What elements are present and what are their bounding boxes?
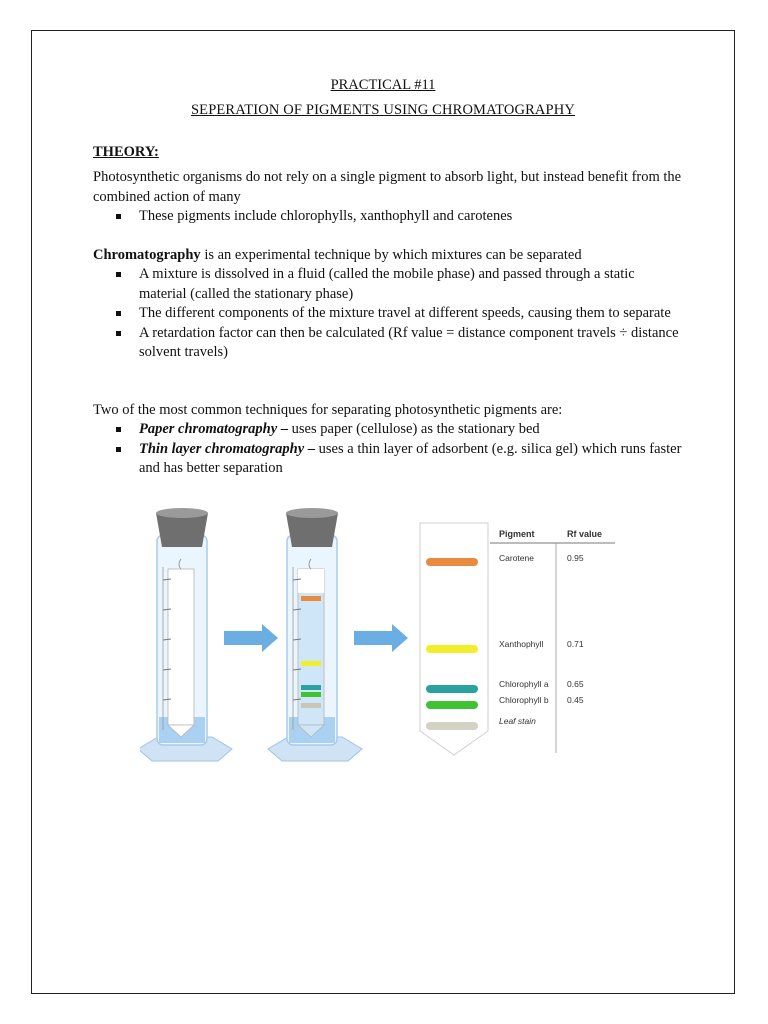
list-item: A retardation factor can then be calculated (Rf value = distance component travels ÷ distance solvent travels) [93,324,683,363]
list-item: The different components of the mixture travel at different speeds, causing them to separate [93,304,683,324]
bullet-icon [116,214,121,219]
rf-value: 0.71 [567,639,584,649]
strip-band [426,685,478,693]
cylinder-band [301,661,321,666]
bullet-icon [116,331,121,336]
rf-value: 0.45 [567,695,584,705]
rf-column-header: Rf value [567,529,603,539]
strip-band [426,558,478,566]
chromatography-term: Chromatography [93,247,201,263]
chromatography-figure [140,505,630,767]
arrow-right-icon [354,624,408,652]
list-item: These pigments include chlorophylls, xanthophyll and carotenes [93,207,683,227]
technique-term: Paper chromatography [139,421,278,437]
rf-value: 0.65 [567,679,584,689]
chromatography-strip [420,523,488,755]
pigment-name: Xanthophyll [499,639,544,649]
cylinder-after [268,508,362,761]
rf-value: 0.95 [567,553,584,563]
cylinder-before [140,508,232,761]
technique-term: Thin layer chromatography [139,440,305,457]
list-item: A mixture is dissolved in a fluid (called the mobile phase) and passed through a static material (called the stationary phase) [93,265,683,304]
cylinder-band [301,596,321,601]
rf-table [490,529,615,753]
intro-bullet-list [93,207,683,227]
bullet-icon [116,427,121,432]
techniques-bullet-list [93,420,683,479]
techniques-intro: Two of the most common techniques for separating photosynthetic pigments are: [93,402,563,418]
chromatography-illustration [140,505,630,767]
list-item: Thin layer chromatography – uses a thin layer of adsorbent (e.g. silica gel) which runs faster and has better separation [93,440,683,479]
cylinder-band [301,692,321,697]
theory-intro: Photosynthetic organisms do not rely on a single pigment to absorb light, but instead benefit from the combined action of many [93,169,682,205]
bullet-icon [116,447,121,452]
cylinder-band [301,685,321,690]
strip-band [426,701,478,709]
strip-band [426,645,478,653]
theory-heading: THEORY: [93,144,159,160]
pigment-name: Chlorophyll a [499,679,549,689]
practical-number: PRACTICAL #11 [330,77,436,93]
bullet-icon [116,272,121,277]
chromatography-definition: Chromatography is an experimental technique by which mixtures can be separated [93,247,582,263]
page-title: SEPERATION OF PIGMENTS USING CHROMATOGRAPHY [190,102,576,118]
pigment-name: Chlorophyll b [499,695,549,705]
pigment-column-header: Pigment [499,529,535,539]
list-item: Paper chromatography – uses paper (cellulose) as the stationary bed [93,420,683,440]
arrow-right-icon [224,624,278,652]
cylinder-band [301,703,321,708]
pigment-name: Leaf stain [499,716,536,726]
bullet-icon [116,311,121,316]
chromatography-bullet-list [93,265,683,363]
pigment-name: Carotene [499,553,534,563]
strip-band [426,722,478,730]
